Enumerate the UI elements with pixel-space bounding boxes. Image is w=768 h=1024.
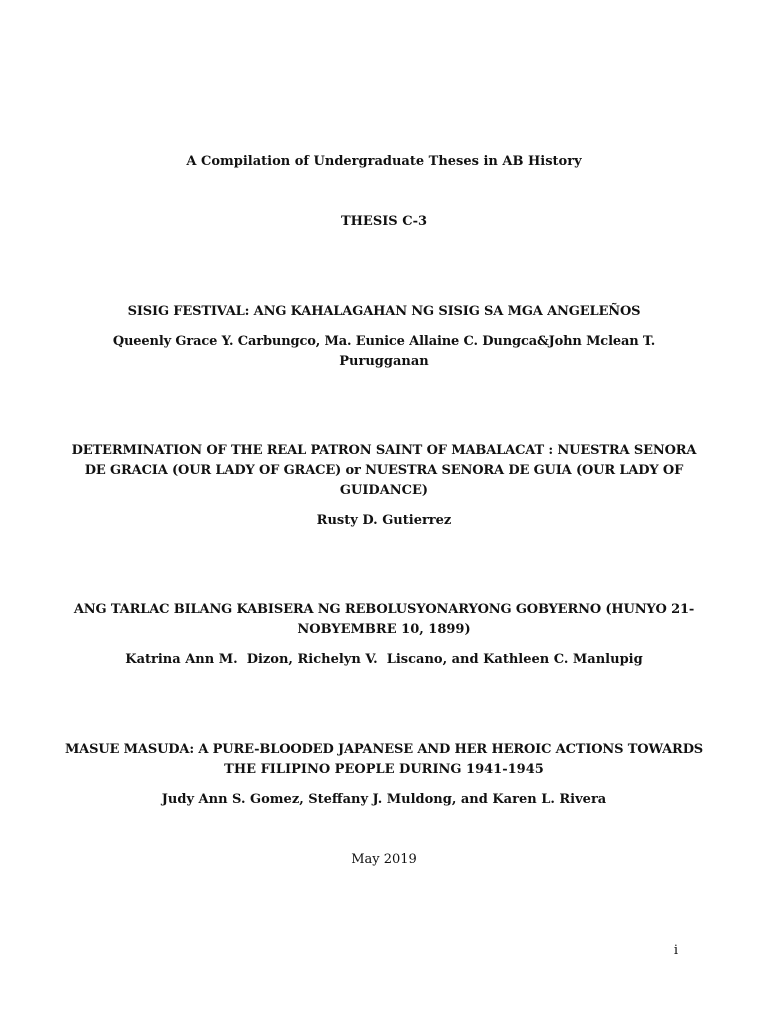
thesis-entry-3 [60, 600, 708, 640]
thesis-title-line: DETERMINATION OF THE REAL PATRON SAINT OF MABALACAT : NUESTRA SENORA [71, 443, 697, 458]
publication-date: May 2019 [351, 852, 417, 867]
thesis-title-line: NOBYEMBRE 10, 1899) [297, 622, 471, 637]
thesis-entry-4 [60, 740, 708, 780]
thesis-author-line: Judy Ann S. Gomez, Steffany J. Muldong, and Karen L. Rivera [161, 792, 607, 807]
thesis-authors-2 [60, 511, 708, 531]
thesis-authors-4 [60, 790, 708, 810]
thesis-title-line: DE GRACIA (OUR LADY OF GRACE) or NUESTRA SENORA DE GUIA (OUR LADY OF [84, 463, 684, 478]
thesis-authors-1 [60, 332, 708, 372]
thesis-author-line: Rusty D. Gutierrez [316, 513, 452, 528]
compilation-title: A Compilation of Undergraduate Theses in AB History [186, 154, 582, 169]
thesis-entry-2 [60, 441, 708, 501]
thesis-author-line: Katrina Ann M. Dizon, Richelyn V. Liscano, and Kathleen C. Manlupig [125, 652, 643, 667]
thesis-title-line: MASUE MASUDA: A PURE-BLOODED JAPANESE AND HER HEROIC ACTIONS TOWARDS [64, 742, 704, 757]
thesis-title-line: GUIDANCE) [339, 483, 429, 498]
thesis-title-line: THE FILIPINO PEOPLE DURING 1941-1945 [224, 762, 544, 777]
thesis-title-line: SISIG FESTIVAL: ANG KAHALAGAHAN NG SISIG SA MGA ANGELEÑOS [127, 304, 641, 319]
page-number: i [673, 943, 679, 958]
thesis-author-line: Queenly Grace Y. Carbungco, Ma. Eunice Allaine C. Dungca&John Mclean T. [112, 334, 656, 349]
thesis-entry-1 [60, 302, 708, 322]
thesis-authors-3 [60, 650, 708, 670]
thesis-code: THESIS C-3 [340, 214, 428, 229]
thesis-title-line: ANG TARLAC BILANG KABISERA NG REBOLUSYONARYONG GOBYERNO (HUNYO 21- [73, 602, 695, 617]
thesis-author-line: Purugganan [339, 354, 429, 369]
